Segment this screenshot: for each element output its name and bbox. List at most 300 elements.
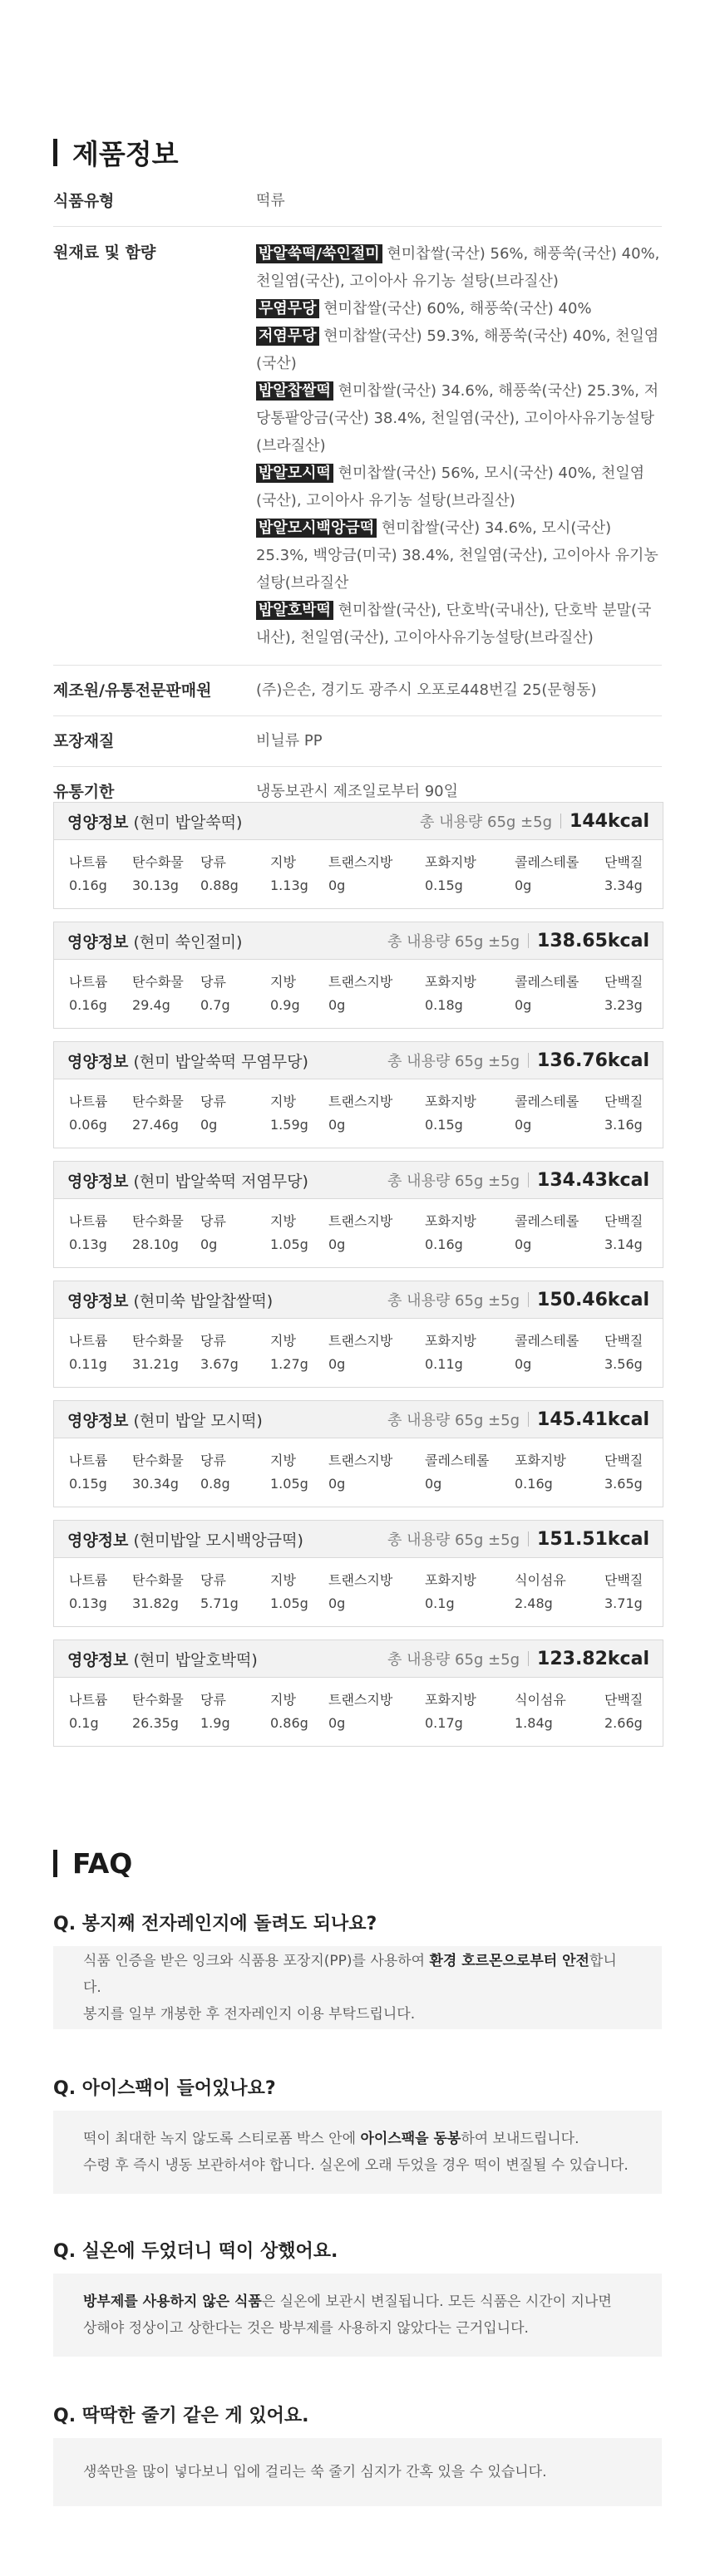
ingredient-item [256,240,662,295]
nutrient-value: 0g [515,878,532,893]
nutrient-cell [270,1689,308,1735]
nutrient-value: 0.7g [200,997,230,1013]
nutrient-name: 탄수화물 [132,1094,184,1109]
nutrient-name: 탄수화물 [132,974,184,990]
ingredient-tag: 밥알찹쌀떡 [256,381,333,401]
faq-answer-text: 하여 보내드립니다. [461,2131,579,2147]
nutrient-value: 1.27g [270,1356,308,1372]
nutrient-name: 포화지방 [425,1094,476,1109]
nutrient-cell [425,1569,476,1615]
nutrition-title [67,1528,303,1551]
nutrient-value: 0.17g [425,1715,463,1731]
faq-answer-line [83,2315,632,2342]
nutrient-value: 1.13g [270,878,308,893]
nutrient-value: 0.88g [200,878,239,893]
ingredient-item [256,514,662,597]
nutrient-value: 0g [328,1236,346,1252]
nutrient-cell [132,1330,184,1376]
nutrient-value: 0g [328,1476,346,1492]
nutrition-table [53,1281,663,1388]
nutrient-name: 트랜스지방 [328,1333,393,1349]
faq-answer-text: 식품 인증을 받은 잉크와 식품용 포장지(PP)를 사용하여 [83,1953,430,1969]
nutrient-name: 단백질 [604,1213,644,1229]
nutrient-value: 3.56g [604,1356,643,1372]
faq-answer-text: 상해야 정상이고 상한다는 것은 방부제를 사용하지 않았다는 근거입니다. [83,2320,529,2337]
faq-answer [53,1946,662,2029]
nutrient-value: 0g [328,878,346,893]
total-weight: 총 내용량 65g ±5g [387,1531,520,1549]
nutrition-product-name: (현미 밥알호박떡) [128,1650,258,1669]
faq-answer-text: 봉지를 일부 개봉한 후 전자레인지 이용 부탁드립니다. [83,2006,416,2023]
info-key: 제조원/유통전문판매원 [53,681,212,700]
total-weight: 총 내용량 65g ±5g [387,1172,520,1190]
nutrient-name: 당류 [200,1692,226,1708]
nutrient-cell [425,1689,476,1735]
faq-answer-text: 은 실온에 보관시 변질됩니다. 모든 식품은 시간이 지나면 [261,2293,612,2310]
calories: 150.46kcal [537,1289,649,1310]
nutrient-cell [200,1330,239,1376]
nutrition-header [54,803,663,840]
ingredient-tag: 저염무당 [256,327,319,346]
nutrition-summary [387,930,649,951]
info-row [53,666,662,716]
nutrient-name: 포화지방 [425,854,476,870]
nutrition-title [67,1648,258,1670]
nutrient-cell [328,1689,392,1735]
nutrient-name: 단백질 [604,1333,644,1349]
ingredient-text: 현미찹쌀(국산) 60%, 해풍쑥(국산) 40% [318,300,592,317]
nutrient-value: 0.86g [270,1715,308,1731]
nutrient-grid [54,1199,663,1267]
nutrition-title [67,1169,308,1192]
nutrient-value: 0.11g [69,1356,107,1372]
nutrient-cell [328,851,392,897]
nutrient-value: 0.15g [69,1476,107,1492]
nutrition-product-name: (현미 밥알 모시떡) [128,1411,263,1430]
nutrient-name: 탄수화물 [132,1692,184,1708]
nutrient-value: 0g [200,1236,218,1252]
nutrient-cell [270,1210,308,1256]
nutrient-value: 0.1g [425,1595,455,1611]
nutrient-value: 1.05g [270,1476,308,1492]
nutrient-cell [425,971,476,1017]
heading-bar [53,139,57,166]
nutrient-value: 0.9g [270,997,300,1013]
ingredient-tag: 무염무당 [256,299,319,318]
nutrient-cell [69,1330,107,1376]
nutrient-cell [270,851,308,897]
nutrient-name: 나트륨 [69,1692,108,1708]
nutrient-cell [132,851,184,897]
faq-heading [53,1846,132,1880]
nutrient-name: 지방 [270,1692,296,1708]
nutrient-cell [200,1689,230,1735]
nutrient-name: 단백질 [604,974,644,990]
nutrition-title [67,1289,273,1311]
nutrient-grid [54,1438,663,1507]
ingredient-item [256,295,662,322]
faq-question[interactable]: Q. 실온에 두었더니 떡이 상했어요. [53,2241,338,2262]
nutrient-value: 0g [515,1356,532,1372]
nutrient-name: 콜레스테롤 [515,854,579,870]
total-weight: 총 내용량 65g ±5g [387,1412,520,1429]
nutrient-name: 탄수화물 [132,1572,184,1588]
nutrient-cell [328,1569,392,1615]
nutrient-name: 지방 [270,1453,296,1468]
info-value: 비닐류 PP [256,732,323,750]
nutrient-name: 콜레스테롤 [515,1213,579,1229]
ingredient-text: 현미찹쌀(국산) 34.6%, 해풍쑥(국산) 25.3%, 저당통팥앙금(국산) 38.4%, 천일염(국산), 고이아사유기농설탕(브라질산) [256,382,659,455]
calories: 123.82kcal [537,1648,649,1669]
nutrient-name: 당류 [200,1453,226,1468]
nutrient-cell [200,1210,226,1256]
nutrient-cell [132,1569,184,1615]
info-value: (주)은손, 경기도 광주시 오포로448번길 25(문형동) [256,681,597,699]
nutrient-value: 1.84g [515,1715,553,1731]
nutrient-cell [69,1689,107,1735]
nutrition-product-name: (현미밥알 모시백앙금떡) [128,1531,303,1550]
nutrient-name: 당류 [200,1213,226,1229]
nutrient-cell [132,971,184,1017]
faq-answer-line [83,2459,632,2485]
faq-question[interactable]: Q. 아이스팩이 들어있나요? [53,2078,276,2099]
nutrient-value: 0.13g [69,1595,107,1611]
nutrient-value: 3.65g [604,1476,643,1492]
nutrient-cell [69,971,107,1017]
faq-answer-emphasis: 환경 호르몬으로부터 안전 [429,1953,589,1969]
nutrient-name: 나트륨 [69,1094,108,1109]
nutrient-value: 1.9g [200,1715,230,1731]
info-row [53,183,662,227]
nutrient-value: 0g [515,1117,532,1133]
nutrient-name: 단백질 [604,1692,644,1708]
nutrient-value: 0.11g [425,1356,463,1372]
ingredient-text: 현미찹쌀(국산) 56%, 모시(국산) 40%, 천일염(국산), 고이아사 유기농 설탕(브라질산) [256,465,645,509]
nutrient-cell [200,1449,230,1496]
nutrient-name: 포화지방 [515,1453,566,1468]
nutrient-cell [604,1689,643,1735]
nutrition-title [67,810,242,833]
nutrient-name: 식이섬유 [515,1692,566,1708]
nutrient-cell [132,1090,184,1137]
nutrient-name: 콜레스테롤 [515,1333,579,1349]
nutrient-name: 나트륨 [69,1333,108,1349]
faq-answer [53,2111,662,2194]
nutrient-value: 30.13g [132,878,179,893]
nutrition-header [54,1401,663,1438]
nutrient-value: 5.71g [200,1595,239,1611]
nutrient-grid [54,1558,663,1626]
nutrient-name: 지방 [270,854,296,870]
nutrient-cell [328,1449,392,1496]
nutrient-name: 당류 [200,1572,226,1588]
nutrient-name: 콜레스테롤 [515,1094,579,1109]
nutrient-cell [515,1449,566,1496]
nutrient-cell [604,971,643,1017]
nutrient-value: 0g [328,1117,346,1133]
product-info-title: 제품정보 [72,137,179,170]
total-weight: 총 내용량 65g ±5g [387,1053,520,1070]
faq-answer-line [83,2001,632,2028]
nutrition-label: 영양정보 [67,1291,129,1310]
nutrient-cell [200,851,239,897]
nutrition-label: 영양정보 [67,1052,129,1071]
total-weight: 총 내용량 65g ±5g [387,933,520,951]
nutrition-header [54,1281,663,1319]
info-key: 포장재질 [53,732,115,750]
divider [528,1651,529,1666]
ingredient-text: 현미찹쌀(국산) 59.3%, 해풍쑥(국산) 40%, 천일염(국산) [256,327,659,372]
divider [528,933,529,948]
ingredient-tag: 밥알호박떡 [256,601,333,620]
nutrient-grid [54,960,663,1028]
calories: 145.41kcal [537,1408,649,1430]
faq-answer-line [83,2288,632,2315]
ingredient-item [256,460,662,514]
nutrient-cell [132,1689,184,1735]
nutrition-table [53,1161,663,1268]
nutrient-name: 지방 [270,1094,296,1109]
total-weight: 총 내용량 65g ±5g [387,1651,520,1669]
faq-answer-text: 수령 후 즉시 냉동 보관하셔야 합니다. 실온에 오래 두었을 경우 떡이 변질될 수 있습니다. [83,2157,629,2174]
nutrition-product-name: (현미 밥알쑥떡) [128,813,243,832]
nutrient-cell [69,1569,107,1615]
nutrition-header [54,1521,663,1558]
nutrient-cell [425,1090,476,1137]
nutrient-value: 0.16g [69,878,107,893]
calories: 144kcal [570,810,649,832]
nutrient-name: 콜레스테롤 [425,1453,490,1468]
nutrient-cell [270,1330,308,1376]
nutrition-title [67,1408,263,1431]
nutrient-value: 1.05g [270,1595,308,1611]
nutrient-value: 0g [425,1476,442,1492]
nutrition-product-name: (현미쑥 밥알찹쌀떡) [128,1291,274,1310]
nutrient-cell [132,1449,184,1496]
nutrition-product-name: (현미 밥알쑥떡 무염무당) [128,1052,308,1071]
nutrient-cell [604,1449,643,1496]
nutrient-name: 지방 [270,1333,296,1349]
nutrition-header [54,1042,663,1079]
nutrient-cell [515,1689,566,1735]
faq-title: FAQ [72,1846,133,1880]
nutrient-cell [270,1090,308,1137]
ingredients-list [256,240,662,651]
faq-answer-text: 생쑥만을 많이 넣다보니 입에 걸리는 쑥 줄기 심지가 간혹 있을 수 있습니다. [83,2464,547,2480]
nutrient-name: 트랜스지방 [328,854,393,870]
nutrient-value: 31.21g [132,1356,179,1372]
nutrient-value: 0.18g [425,997,463,1013]
nutrient-value: 28.10g [132,1236,179,1252]
nutrient-name: 나트륨 [69,1213,108,1229]
nutrient-name: 탄수화물 [132,854,184,870]
nutrient-cell [515,1330,579,1376]
nutrient-value: 1.59g [270,1117,308,1133]
nutrient-grid [54,1079,663,1148]
nutrient-value: 0.16g [425,1236,463,1252]
divider [528,1172,529,1187]
nutrient-value: 0.15g [425,878,463,893]
nutrition-label: 영양정보 [67,1411,129,1430]
nutrient-cell [270,1449,308,1496]
nutrient-name: 단백질 [604,854,644,870]
nutrition-product-name: (현미 쑥인절미) [128,932,243,951]
faq-answer [53,2274,662,2357]
nutrient-name: 트랜스지방 [328,1453,393,1468]
nutrient-cell [515,851,579,897]
nutrient-name: 포화지방 [425,1572,476,1588]
nutrient-grid [54,1678,663,1746]
nutrient-value: 26.35g [132,1715,179,1731]
nutrient-value: 2.66g [604,1715,643,1731]
calories: 151.51kcal [537,1528,649,1550]
nutrient-cell [200,971,230,1017]
nutrient-cell [69,1449,107,1496]
info-value: 떡류 [256,192,285,209]
nutrient-value: 0g [328,1715,346,1731]
nutrition-label: 영양정보 [67,813,129,832]
nutrient-cell [515,971,579,1017]
nutrient-name: 포화지방 [425,1213,476,1229]
calories: 138.65kcal [537,930,649,951]
nutrient-cell [69,1090,107,1137]
info-key: 원재료 및 함량 [53,243,156,262]
nutrition-table [53,922,663,1029]
nutrient-name: 포화지방 [425,1692,476,1708]
nutrient-cell [69,1210,107,1256]
nutrient-cell [200,1569,239,1615]
nutrition-table [53,1639,663,1747]
nutrient-cell [515,1210,579,1256]
ingredient-item [256,597,662,651]
nutrition-summary [420,810,649,832]
nutrient-name: 탄수화물 [132,1213,184,1229]
faq-answer-line [83,2152,632,2179]
faq-answer-text: 떡이 최대한 녹지 않도록 스티로폼 박스 안에 [83,2131,361,2147]
nutrition-header [54,1640,663,1678]
nutrient-cell [270,971,300,1017]
divider [560,814,561,828]
nutrient-name: 포화지방 [425,974,476,990]
nutrient-value: 3.67g [200,1356,239,1372]
product-info-table [53,183,662,868]
nutrition-table [53,1520,663,1627]
nutrition-label: 영양정보 [67,1531,129,1550]
nutrient-name: 나트륨 [69,974,108,990]
nutrient-value: 30.34g [132,1476,179,1492]
nutrition-summary [387,1050,649,1071]
nutrient-name: 나트륨 [69,1453,108,1468]
nutrient-name: 포화지방 [425,1333,476,1349]
nutrition-header [54,1162,663,1199]
nutrient-name: 당류 [200,1333,226,1349]
nutrition-table [53,802,663,909]
nutrient-value: 2.48g [515,1595,553,1611]
nutrition-title [67,930,242,952]
nutrient-name: 탄수화물 [132,1333,184,1349]
ingredient-text: 현미찹쌀(국산) 34.6%, 모시(국산) 25.3%, 백앙금(미국) 38.4%, 천일염(국산), 고이아사 유기농 설탕(브라질산 [256,519,658,592]
nutrient-name: 지방 [270,974,296,990]
info-value: 냉동보관시 제조일로부터 90일 [256,783,459,800]
total-weight: 총 내용량 65g ±5g [387,1292,520,1310]
nutrient-value: 0g [515,997,532,1013]
faq-question[interactable]: Q. 봉지째 전자레인지에 돌려도 되나요? [53,1914,377,1934]
nutrient-value: 31.82g [132,1595,179,1611]
info-row [53,716,662,767]
faq-answer-text: 합니다. [83,1953,617,1996]
nutrition-product-name: (현미 밥알쑥떡 저염무당) [128,1172,308,1191]
nutrient-cell [425,1330,476,1376]
nutrient-value: 0g [328,997,346,1013]
nutrient-value: 29.4g [132,997,170,1013]
nutrient-name: 단백질 [604,1094,644,1109]
nutrient-value: 27.46g [132,1117,179,1133]
divider [528,1531,529,1546]
nutrient-name: 나트륨 [69,1572,108,1588]
nutrient-name: 식이섬유 [515,1572,566,1588]
nutrient-cell [425,851,476,897]
info-key: 유통기한 [53,783,115,801]
product-info-heading [53,135,179,169]
nutrient-value: 1.05g [270,1236,308,1252]
nutrient-name: 트랜스지방 [328,1094,393,1109]
ingredient-tag: 밥알쑥떡/쑥인절미 [256,244,382,263]
nutrient-value: 0.06g [69,1117,107,1133]
ingredient-item [256,377,662,460]
faq-answer-line [83,2126,632,2152]
nutrient-cell [328,1090,392,1137]
divider [528,1053,529,1068]
nutrient-cell [425,1210,476,1256]
nutrient-name: 당류 [200,854,226,870]
nutrient-cell [604,1090,643,1137]
ingredient-tag: 밥알모시백앙금떡 [256,519,377,538]
nutrient-name: 나트륨 [69,854,108,870]
ingredient-item [256,322,662,377]
nutrient-value: 3.16g [604,1117,643,1133]
nutrient-value: 0.13g [69,1236,107,1252]
nutrient-cell [604,1210,643,1256]
info-key: 식품유형 [53,192,115,210]
heading-bar [53,1850,57,1877]
nutrition-summary [387,1408,649,1430]
divider [528,1292,529,1307]
nutrient-cell [604,1569,643,1615]
nutrient-name: 트랜스지방 [328,974,393,990]
nutrient-cell [604,851,643,897]
nutrition-label: 영양정보 [67,1650,129,1669]
faq-question[interactable]: Q. 딱딱한 줄기 같은 게 있어요. [53,2406,309,2426]
nutrient-name: 트랜스지방 [328,1213,393,1229]
nutrient-cell [604,1330,643,1376]
nutrition-header [54,922,663,960]
nutrient-name: 단백질 [604,1453,644,1468]
nutrient-value: 0g [515,1236,532,1252]
faq-answer-line [83,1948,632,2001]
ingredient-text: 현미찹쌀(국산) 56%, 해풍쑥(국산) 40%, 천일염(국산), 고이아사 유기농 설탕(브라질산) [256,245,660,290]
nutrient-value: 3.34g [604,878,643,893]
nutrient-cell [270,1569,308,1615]
nutrient-value: 0.15g [425,1117,463,1133]
nutrition-title [67,1050,308,1072]
ingredient-tag: 밥알모시떡 [256,464,333,483]
nutrient-cell [200,1090,226,1137]
faq-answer-emphasis: 아이스팩을 동봉 [360,2131,461,2147]
nutrient-value: 3.23g [604,997,643,1013]
nutrient-cell [328,1210,392,1256]
nutrient-value: 0g [200,1117,218,1133]
nutrient-value: 0.1g [69,1715,99,1731]
